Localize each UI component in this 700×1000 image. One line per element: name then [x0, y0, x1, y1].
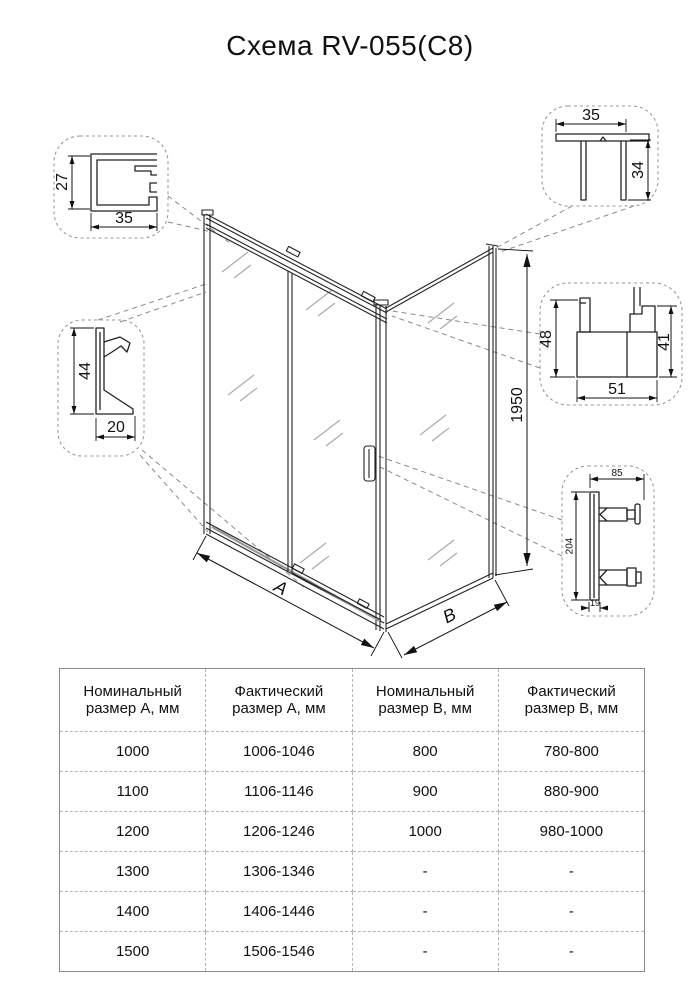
dim-44: 44 [77, 362, 95, 380]
table-cell: 1206-1246 [206, 812, 352, 852]
detail-bottom-guide-profile [58, 320, 144, 456]
size-table [59, 668, 645, 972]
dim-a-label: A [270, 576, 291, 600]
table-cell: 880-900 [498, 772, 644, 812]
dim-20: 20 [107, 419, 125, 436]
dim-35b: 35 [582, 107, 600, 124]
side-panel [386, 244, 498, 629]
detail-top-wall-profile [542, 106, 658, 206]
dim-19: 19 [589, 598, 601, 608]
table-row [60, 852, 645, 892]
detail-corner-profile [538, 283, 682, 405]
dim-48: 48 [538, 330, 556, 348]
corner-post [374, 300, 388, 632]
size-table-header [60, 669, 645, 732]
table-cell: - [498, 852, 644, 892]
table-cell: - [498, 932, 644, 972]
handle-section [590, 492, 641, 600]
detail-handle [562, 466, 654, 616]
glass-reflections [222, 252, 457, 569]
dim-27: 27 [54, 173, 72, 191]
col-header-actual-b: Фактический размер В, мм [498, 669, 644, 732]
table-cell: 900 [352, 772, 498, 812]
table-cell: 1506-1546 [206, 932, 352, 972]
door-roller [286, 246, 300, 257]
corner-profile-section [577, 287, 657, 377]
table-cell: 1006-1046 [206, 732, 352, 772]
table-row [60, 732, 645, 772]
col-header-nominal-a: Номинальный размер А, мм [60, 669, 206, 732]
leader-lines [98, 196, 634, 588]
table-cell: - [352, 932, 498, 972]
guide-profile-section [96, 328, 133, 414]
table-cell: 1106-1146 [206, 772, 352, 812]
table-cell: 780-800 [498, 732, 644, 772]
dim-204: 204 [564, 537, 576, 555]
shower-enclosure [202, 210, 498, 632]
detail-top-rail-profile [54, 136, 168, 238]
top-rail [206, 214, 387, 323]
table-cell: - [352, 892, 498, 932]
dim-height-label: 1950 [509, 387, 527, 423]
left-wall-profile [202, 210, 213, 534]
table-cell: 1406-1446 [206, 892, 352, 932]
col-header-actual-a: Фактический размер А, мм [206, 669, 352, 732]
table-cell: 980-1000 [498, 812, 644, 852]
dim-51: 51 [608, 381, 626, 398]
door-guide [357, 599, 369, 609]
table-cell: 1500 [60, 932, 206, 972]
table-cell: - [352, 852, 498, 892]
table-cell: 1300 [60, 852, 206, 892]
table-row [60, 772, 645, 812]
table-cell: 1400 [60, 892, 206, 932]
table-cell: 1306-1346 [206, 852, 352, 892]
table-cell: 1000 [352, 812, 498, 852]
dim-41: 41 [656, 333, 674, 351]
rail-profile-section [91, 154, 157, 211]
col-header-nominal-b: Номинальный размер В, мм [352, 669, 498, 732]
table-cell: 1000 [60, 732, 206, 772]
page-title: Схема RV-055(C8) [226, 30, 474, 61]
dim-b-label: B [439, 603, 460, 628]
table-cell: 800 [352, 732, 498, 772]
table-row [60, 812, 645, 852]
bottom-rail [206, 522, 384, 629]
table-row [60, 892, 645, 932]
table-cell: - [498, 892, 644, 932]
dim-85: 85 [611, 468, 623, 479]
table-cell: 1200 [60, 812, 206, 852]
table-row [60, 932, 645, 972]
dim-35: 35 [115, 210, 133, 227]
dim-34: 34 [630, 161, 648, 179]
dimension-height [495, 249, 533, 575]
table-cell: 1100 [60, 772, 206, 812]
